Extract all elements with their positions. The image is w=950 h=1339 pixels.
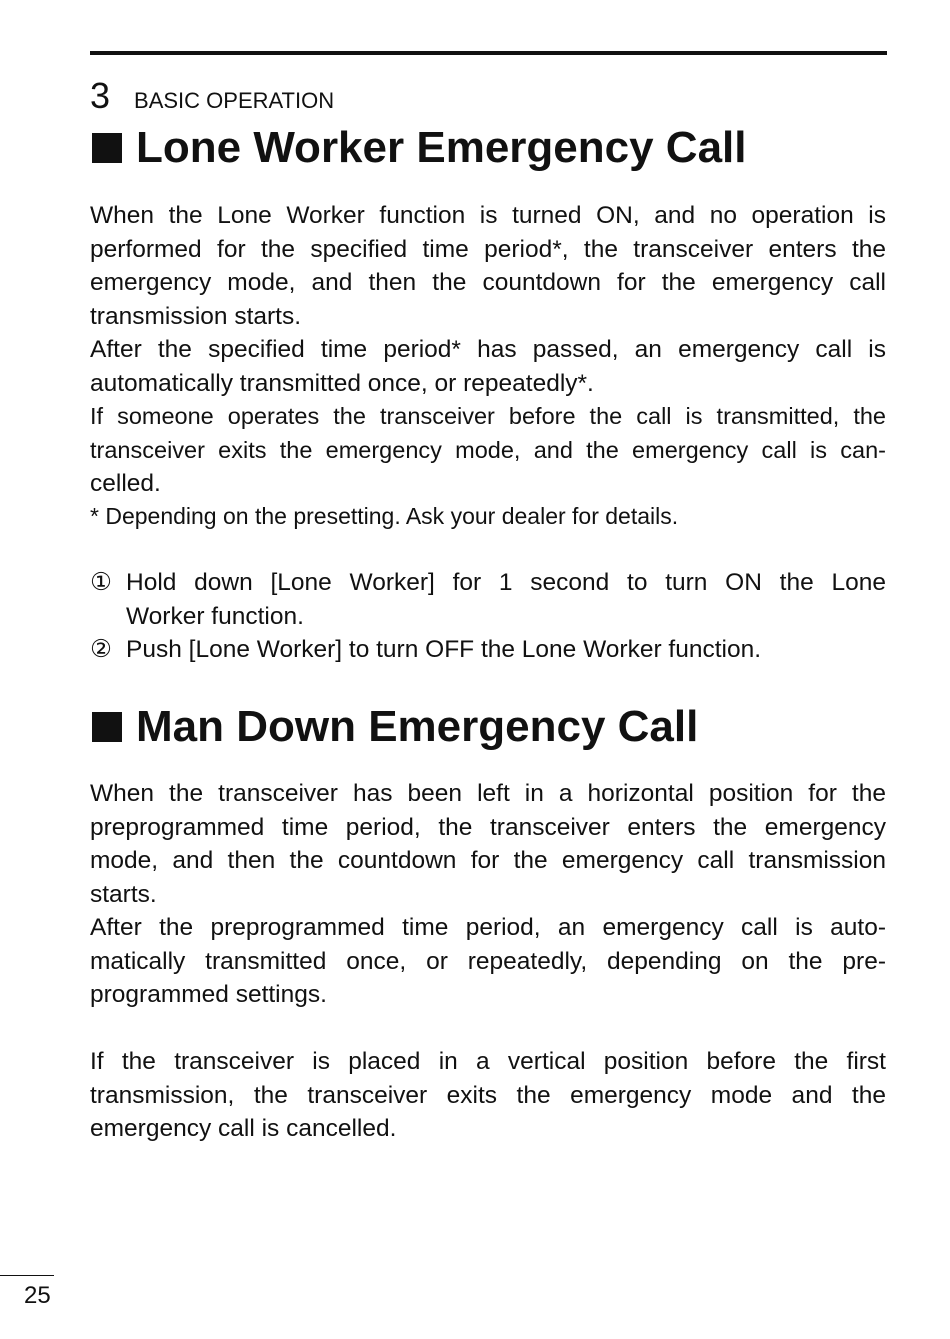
step-1-text bbox=[126, 566, 886, 633]
square-bullet-icon bbox=[92, 712, 122, 742]
text-line: emergency mode, and then the countdown for the emergency call bbox=[90, 269, 886, 297]
text-line: programmed settings. bbox=[90, 981, 327, 1009]
text-line: If the transceiver is placed in a vertical position before the first bbox=[90, 1048, 886, 1075]
chapter-title: BASIC OPERATION bbox=[134, 88, 335, 113]
header-rule bbox=[90, 51, 887, 55]
text-line: starts. bbox=[90, 880, 157, 908]
man-down-heading-text: Man Down Emergency Call bbox=[136, 702, 699, 751]
step-1 bbox=[90, 566, 886, 633]
text-line: After the specified time period* has passed, an emergency call is bbox=[90, 336, 886, 363]
man-down-paragraph-1 bbox=[90, 777, 886, 911]
lone-worker-paragraph-2 bbox=[90, 333, 886, 400]
footer-rule bbox=[0, 1275, 54, 1276]
text-line: preprogrammed time period, the transceiver enters the emergency bbox=[90, 813, 886, 841]
step-2-text bbox=[126, 633, 886, 667]
lone-worker-paragraph-3 bbox=[90, 400, 886, 501]
text-line: transmission starts. bbox=[90, 302, 302, 330]
text-line: When the transceiver has been left in a horizontal position for the bbox=[90, 780, 886, 807]
man-down-paragraph-2 bbox=[90, 911, 886, 1012]
footnote-text: * Depending on the presetting. Ask your dealer for details. bbox=[90, 503, 679, 529]
text-line: automatically transmitted once, or repeatedly*. bbox=[90, 369, 594, 397]
text-line: celled. bbox=[90, 470, 161, 498]
page-number: 25 bbox=[24, 1282, 51, 1309]
chapter-number: 3 bbox=[90, 75, 111, 116]
text-line: transceiver exits the emergency mode, and the emergency call is can- bbox=[90, 436, 886, 463]
text-line: Worker function. bbox=[126, 602, 304, 630]
step-1-number: ① bbox=[90, 569, 112, 596]
text-line: performed for the specified time period*, the transceiver enters the bbox=[90, 235, 886, 263]
text-line: matically transmitted once, or repeatedly, depending on the pre- bbox=[90, 947, 886, 975]
lone-worker-heading-text: Lone Worker Emergency Call bbox=[136, 123, 747, 172]
lone-worker-footnote bbox=[90, 500, 886, 534]
man-down-heading bbox=[90, 701, 698, 753]
step-2-number: ② bbox=[90, 636, 112, 663]
step-2 bbox=[90, 633, 886, 667]
square-bullet-icon bbox=[92, 133, 122, 163]
text-line: If someone operates the transceiver before the call is transmitted, the bbox=[90, 403, 886, 429]
text-line: transmission, the transceiver exits the emergency mode and the bbox=[90, 1081, 886, 1109]
text-line: When the Lone Worker function is turned ON, and no operation is bbox=[90, 202, 886, 229]
man-down-paragraph-3 bbox=[90, 1045, 886, 1146]
text-line: mode, and then the countdown for the emergency call transmission bbox=[90, 847, 886, 875]
lone-worker-heading bbox=[90, 122, 747, 174]
text-line: After the preprogrammed time period, an emergency call is auto- bbox=[90, 914, 886, 941]
text-line: Push [Lone Worker] to turn OFF the Lone Worker function. bbox=[126, 636, 762, 663]
lone-worker-paragraph-1 bbox=[90, 199, 886, 333]
text-line: emergency call is cancelled. bbox=[90, 1115, 397, 1143]
chapter-header bbox=[90, 76, 334, 121]
text-line: Hold down [Lone Worker] for 1 second to turn ON the Lone bbox=[126, 569, 886, 596]
